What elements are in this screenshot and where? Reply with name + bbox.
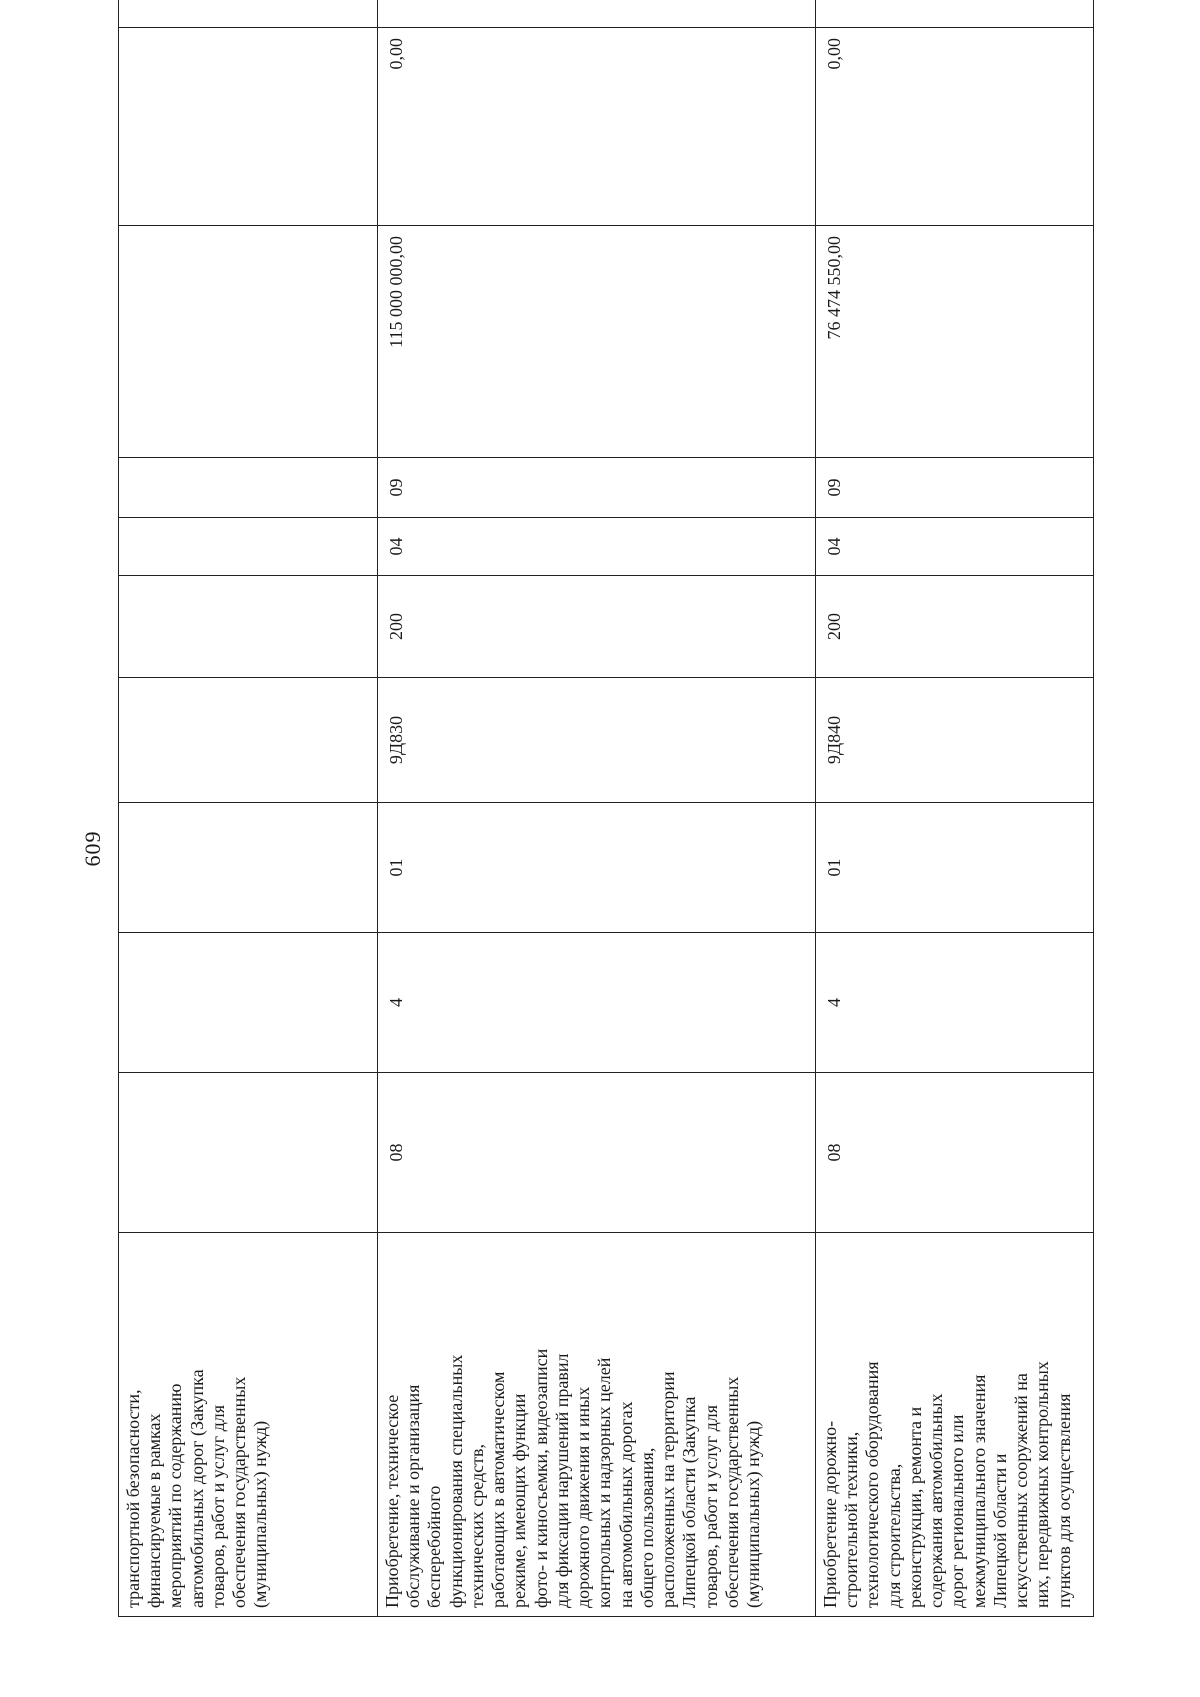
code-cell: 09 (816, 458, 1094, 518)
row-description: транспортной безопасности, финансируемые в рамках мероприятий по содержанию автомобильных дорог (Закупка товаров, работ и услуг для обеспечения государственных (муниципальных) нужд) (119, 1233, 378, 1617)
table-row (816, 0, 1094, 1617)
page-number: 609 (80, 830, 105, 867)
amount-cell (119, 28, 378, 226)
amount-cell (119, 226, 378, 458)
code-cell: 200 (378, 576, 816, 678)
code-cell: 9Д840 (816, 678, 1094, 803)
code-cell (119, 678, 378, 803)
code-cell (119, 458, 378, 518)
amount-cell (378, 0, 816, 28)
row-description: Приобретение, техническое обслуживание и организация бесперебойного функционирования специальных технических средств, работающих в автоматическом режиме, имеющих функции фото- и киносъемки, видеозаписи для фиксации нарушений правил дорожного движения и иных контрольных и надзорных целей на автомобильных дорогах общего пользования, расположенных на территории Липецкой области (Закупка товаров, работ и услуг для обеспечения государственных (муниципальных) нужд) (378, 1233, 816, 1617)
amount-cell: 76 474 550,00 (816, 226, 1094, 458)
budget-table (118, 0, 1094, 1617)
code-cell: 4 (816, 933, 1094, 1073)
amount-cell (816, 0, 1094, 28)
code-cell: 04 (378, 518, 816, 576)
amount-cell: 115 000 000,00 (378, 226, 816, 458)
code-cell: 200 (816, 576, 1094, 678)
code-cell (119, 803, 378, 933)
row-description: Приобретение дорожно- строительной техники, технологического оборудования для строительства, реконструкции, ремонта и содержания автомобильных дорог регионального или межмуниципального значения Липецкой области и искусственных сооружений на них, передвижных контрольных пунктов для осуществления (816, 1233, 1094, 1617)
amount-cell (119, 0, 378, 28)
code-cell (119, 933, 378, 1073)
amount-cell: 0,00 (378, 28, 816, 226)
code-cell: 01 (816, 803, 1094, 933)
table-row (378, 0, 816, 1617)
table-row (119, 0, 378, 1617)
code-cell: 4 (378, 933, 816, 1073)
code-cell (119, 1073, 378, 1233)
code-cell: 08 (816, 1073, 1094, 1233)
code-cell: 09 (378, 458, 816, 518)
code-cell (119, 576, 378, 678)
code-cell: 08 (378, 1073, 816, 1233)
code-cell: 9Д830 (378, 678, 816, 803)
code-cell (119, 518, 378, 576)
amount-cell: 0,00 (816, 28, 1094, 226)
code-cell: 01 (378, 803, 816, 933)
code-cell: 04 (816, 518, 1094, 576)
